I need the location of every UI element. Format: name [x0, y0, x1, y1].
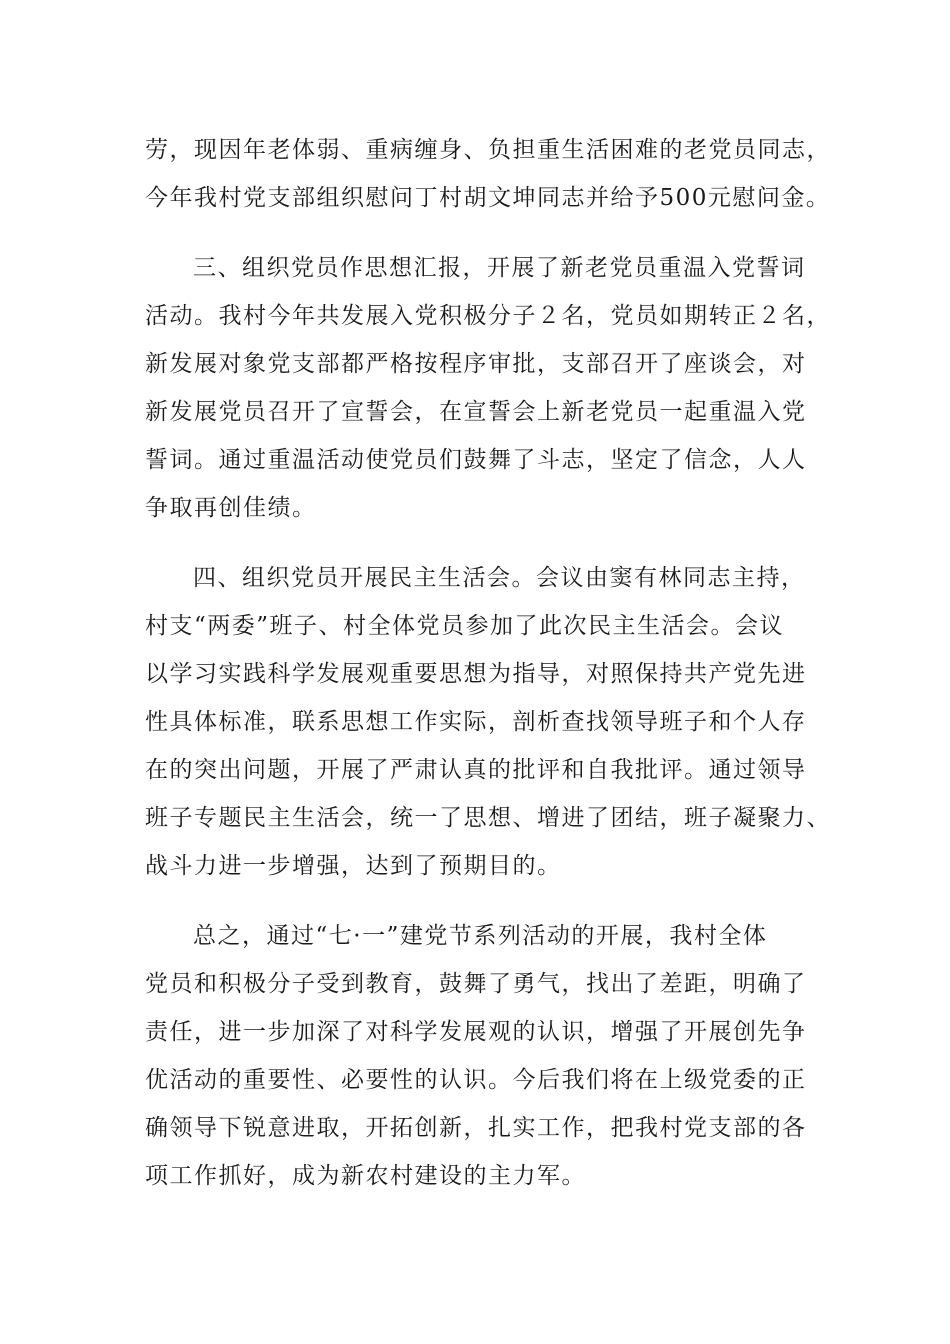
text-line: 总之，通过“七·一”建党节系列活动的开展，我村全体	[193, 923, 768, 949]
paragraph-section-four	[145, 554, 831, 890]
text-line: 三、组织党员作思想汇报，开展了新老党员重温入党誓词	[193, 255, 806, 281]
paragraph-conclusion	[145, 912, 809, 1200]
text-line: 誓词。通过重温活动使党员们鼓舞了斗志，坚定了信念，人人	[145, 447, 807, 473]
text-line: 劳，现因年老体弱、重病缠身、负担重生活困难的老党员同志，	[145, 137, 831, 163]
text-line: 新发展对象党支部都严格按程序审批，支部召开了座谈会，对	[145, 351, 807, 377]
text-line: 责任，进一步加深了对科学发展观的认识，增强了开展创先争	[145, 1019, 807, 1045]
text-line: 战斗力进一步增强，达到了预期目的。	[145, 853, 562, 879]
paragraph-condolence-continued	[145, 126, 831, 222]
text-line: 四、组织党员开展民主生活会。会议由窦有林同志主持，	[193, 565, 806, 591]
text-line: 村支“两委”班子、村全体党员参加了此次民主生活会。会议	[145, 613, 785, 639]
text-line: 优活动的重要性、必要性的认识。今后我们将在上级党委的正	[145, 1067, 807, 1093]
text-line: 性具体标准，联系思想工作实际，剖析查找领导班子和个人存	[145, 709, 807, 735]
text-line: 争取再创佳绩。	[145, 495, 317, 521]
text-line: 党员和积极分子受到教育，鼓舞了勇气，找出了差距，明确了	[145, 971, 807, 997]
text-line: 活动。我村今年共发展入党积极分子２名，党员如期转正２名，	[145, 303, 831, 329]
text-line: 项工作抓好，成为新农村建设的主力军。	[145, 1163, 586, 1189]
text-line: 新发展党员召开了宣誓会，在宣誓会上新老党员一起重温入党	[145, 399, 807, 425]
text-line: 今年我村党支部组织慰问丁村胡文坤同志并给予500元慰问金。	[145, 185, 831, 211]
document-body	[145, 126, 831, 1222]
text-line: 班子专题民主生活会，统一了思想、增进了团结，班子凝聚力、	[145, 805, 831, 831]
paragraph-section-three	[145, 244, 831, 532]
text-line: 确领导下锐意进取，开拓创新，扎实工作，把我村党支部的各	[145, 1115, 807, 1141]
text-line: 在的突出问题，开展了严肃认真的批评和自我批评。通过领导	[145, 757, 807, 783]
text-line: 以学习实践科学发展观重要思想为指导，对照保持共产党先进	[145, 661, 807, 687]
